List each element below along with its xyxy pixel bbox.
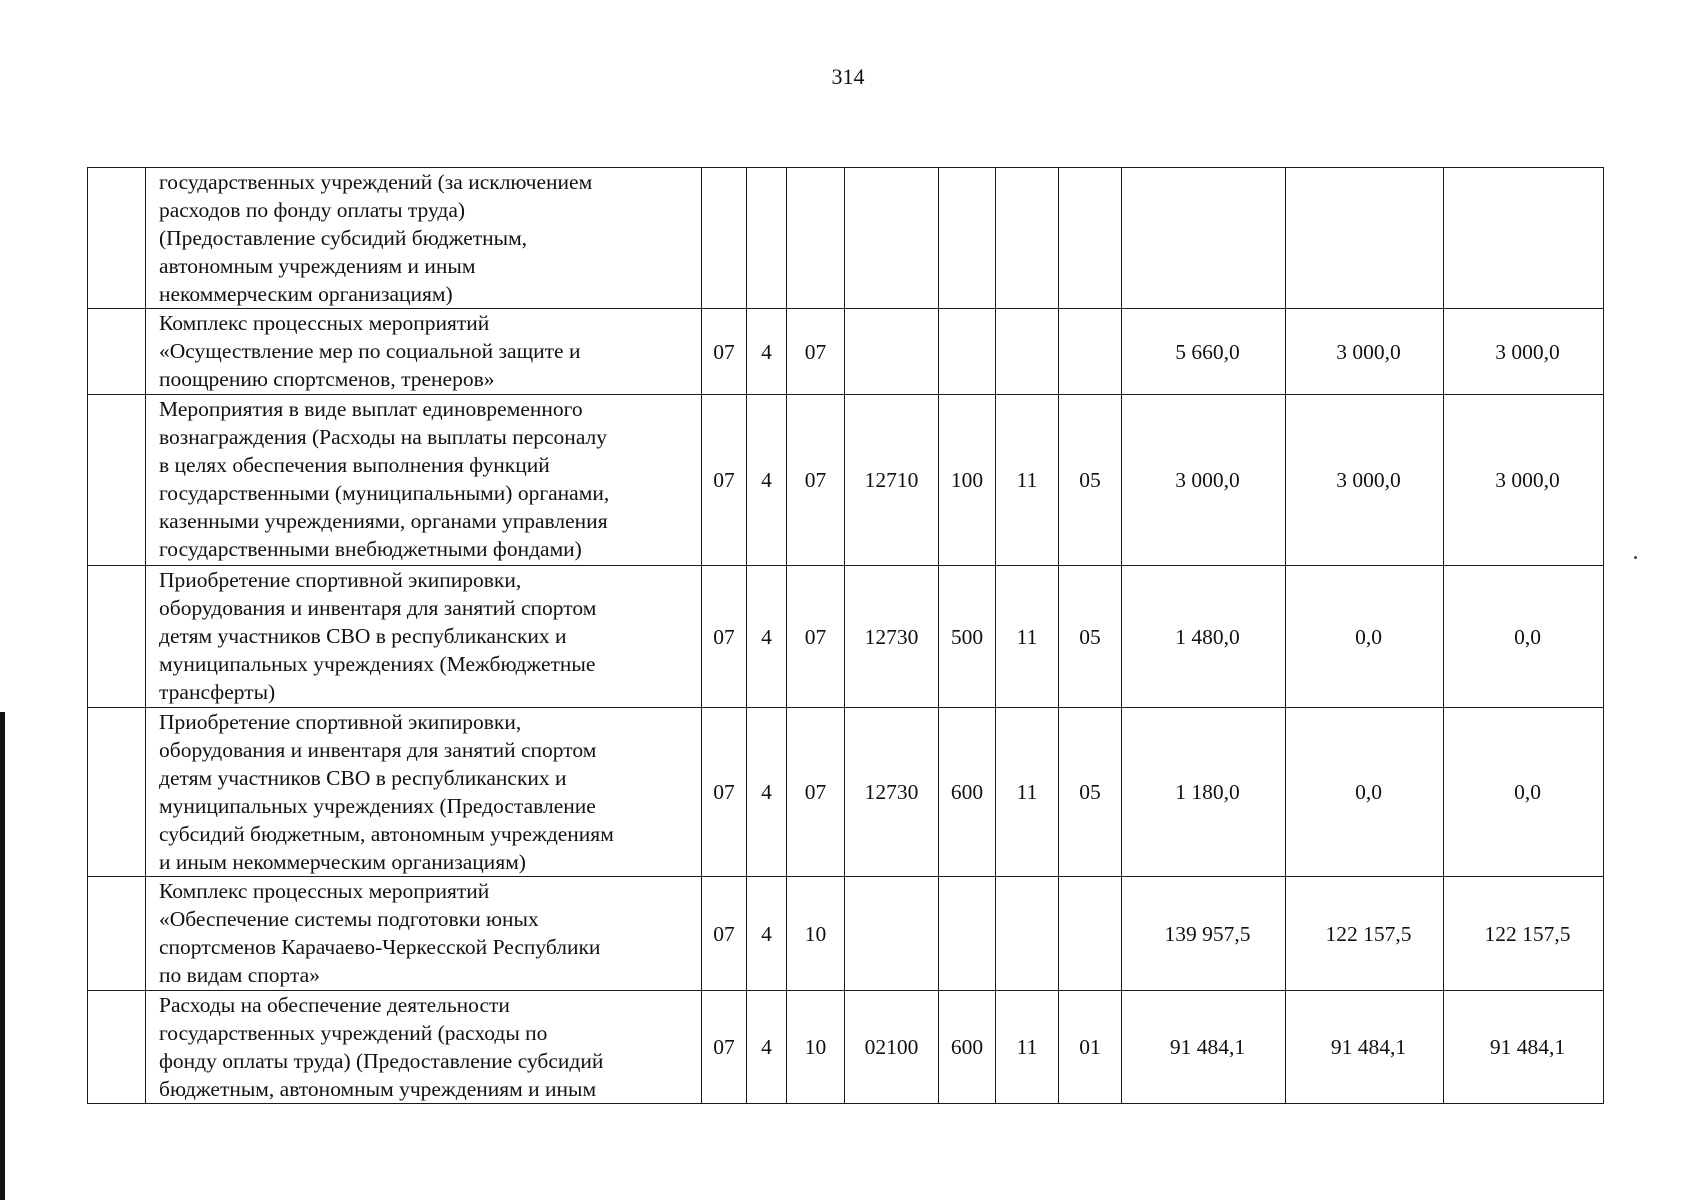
description-line: муниципальных учреждениях (Межбюджетные — [159, 652, 596, 676]
amount-year1-cell: 139 957,5 — [1122, 877, 1286, 991]
section-code-cell: 07 — [702, 877, 747, 991]
table-body — [88, 168, 1604, 1104]
amount-year1-cell: 91 484,1 — [1122, 991, 1286, 1104]
subsection-code-cell: 4 — [747, 395, 787, 566]
page-number: 314 — [831, 64, 865, 89]
description-line: государственных учреждений (расходы по — [159, 1021, 548, 1045]
description-line: Расходы на обеспечение деятельности — [159, 993, 510, 1017]
row-index-cell — [88, 168, 146, 309]
target-code-cell: 02100 — [845, 991, 939, 1104]
description-line: (Предоставление субсидий бюджетным, — [159, 226, 528, 250]
description-line: субсидий бюджетным, автономным учреждениям — [159, 822, 614, 846]
program-code-cell — [787, 168, 845, 309]
target-code-cell: 12730 — [845, 708, 939, 877]
description-line: казенными учреждениями, органами управления — [159, 509, 608, 533]
row-index-cell — [88, 395, 146, 566]
description-cell — [146, 991, 702, 1104]
amount-year3-cell: 91 484,1 — [1444, 991, 1604, 1104]
description-line: «Осуществление мер по социальной защите и — [159, 339, 581, 363]
description-cell — [146, 708, 702, 877]
description-line: спортсменов Карачаево-Черкесской Республики — [159, 935, 601, 959]
description-line: трансферты) — [159, 680, 276, 704]
subsection-code-cell: 4 — [747, 991, 787, 1104]
amount-year3-cell: 3 000,0 — [1444, 309, 1604, 395]
expense-type-cell — [939, 877, 996, 991]
description-line: детям участников СВО в республиканских и — [159, 766, 567, 790]
amount-year2-cell: 0,0 — [1286, 708, 1444, 877]
subsection2-cell — [996, 168, 1059, 309]
table-row — [88, 708, 1604, 877]
subsection-code-cell: 4 — [747, 877, 787, 991]
section-code-cell — [702, 168, 747, 309]
subsection2-cell — [996, 877, 1059, 991]
subsection2-cell: 11 — [996, 991, 1059, 1104]
amount-year2-cell: 0,0 — [1286, 566, 1444, 708]
description-line: оборудования и инвентаря для занятий спортом — [159, 738, 597, 762]
description-line: автономным учреждениям и иным — [159, 254, 476, 278]
row-index-cell — [88, 991, 146, 1104]
amount-year2-cell — [1286, 168, 1444, 309]
subsection3-cell — [1059, 168, 1122, 309]
section-code-cell: 07 — [702, 708, 747, 877]
description-line: государственными внебюджетными фондами) — [159, 537, 582, 561]
program-code-cell: 07 — [787, 395, 845, 566]
subsection2-cell: 11 — [996, 395, 1059, 566]
description-line: Мероприятия в виде выплат единовременного — [159, 397, 583, 421]
table-row — [88, 991, 1604, 1104]
description-line: «Обеспечение системы подготовки юных — [159, 907, 539, 931]
target-code-cell: 12730 — [845, 566, 939, 708]
table-row — [88, 395, 1604, 566]
description-line: Комплекс процессных мероприятий — [159, 879, 490, 903]
description-cell — [146, 309, 702, 395]
description-line: Приобретение спортивной экипировки, — [159, 568, 522, 592]
subsection2-cell — [996, 309, 1059, 395]
table-row — [88, 168, 1604, 309]
subsection-code-cell: 4 — [747, 708, 787, 877]
subsection2-cell: 11 — [996, 708, 1059, 877]
subsection3-cell: 05 — [1059, 708, 1122, 877]
table-row — [88, 309, 1604, 395]
scan-speck — [1634, 556, 1637, 559]
row-index-cell — [88, 566, 146, 708]
table-row — [88, 877, 1604, 991]
target-code-cell: 12710 — [845, 395, 939, 566]
description-line: государственных учреждений (за исключением — [159, 170, 593, 194]
section-code-cell: 07 — [702, 566, 747, 708]
expense-type-cell: 600 — [939, 991, 996, 1104]
description-line: бюджетным, автономным учреждениям и иным — [159, 1077, 597, 1101]
description-line: оборудования и инвентаря для занятий спортом — [159, 596, 597, 620]
description-line: некоммерческим организациям) — [159, 282, 453, 306]
description-line: вознаграждения (Расходы на выплаты персоналу — [159, 425, 608, 449]
expense-type-cell: 600 — [939, 708, 996, 877]
description-line: Комплекс процессных мероприятий — [159, 311, 490, 335]
table-row — [88, 566, 1604, 708]
subsection3-cell: 05 — [1059, 395, 1122, 566]
description-line: по видам спорта» — [159, 963, 320, 987]
row-index-cell — [88, 309, 146, 395]
amount-year2-cell: 3 000,0 — [1286, 395, 1444, 566]
target-code-cell — [845, 877, 939, 991]
description-line: Приобретение спортивной экипировки, — [159, 710, 522, 734]
subsection3-cell — [1059, 877, 1122, 991]
subsection3-cell: 01 — [1059, 991, 1122, 1104]
description-line: муниципальных учреждениях (Предоставление — [159, 794, 596, 818]
description-line: и иным некоммерческим организациям) — [159, 850, 526, 874]
target-code-cell — [845, 309, 939, 395]
budget-table — [87, 167, 1604, 1104]
subsection-code-cell — [747, 168, 787, 309]
description-cell — [146, 566, 702, 708]
expense-type-cell: 100 — [939, 395, 996, 566]
target-code-cell — [845, 168, 939, 309]
description-line: государственными (муниципальными) органами, — [159, 481, 610, 505]
amount-year3-cell: 0,0 — [1444, 708, 1604, 877]
amount-year2-cell: 91 484,1 — [1286, 991, 1444, 1104]
expense-type-cell — [939, 168, 996, 309]
amount-year2-cell: 3 000,0 — [1286, 309, 1444, 395]
description-cell — [146, 877, 702, 991]
amount-year3-cell: 122 157,5 — [1444, 877, 1604, 991]
subsection-code-cell: 4 — [747, 309, 787, 395]
amount-year1-cell: 5 660,0 — [1122, 309, 1286, 395]
description-line: расходов по фонду оплаты труда) — [159, 198, 466, 222]
amount-year1-cell: 3 000,0 — [1122, 395, 1286, 566]
description-line: детям участников СВО в республиканских и — [159, 624, 567, 648]
program-code-cell: 10 — [787, 877, 845, 991]
subsection-code-cell: 4 — [747, 566, 787, 708]
amount-year3-cell — [1444, 168, 1604, 309]
description-line: в целях обеспечения выполнения функций — [159, 453, 550, 477]
scan-edge-mark — [0, 712, 5, 1200]
amount-year3-cell: 3 000,0 — [1444, 395, 1604, 566]
amount-year3-cell: 0,0 — [1444, 566, 1604, 708]
row-index-cell — [88, 708, 146, 877]
expense-type-cell — [939, 309, 996, 395]
section-code-cell: 07 — [702, 991, 747, 1104]
amount-year2-cell: 122 157,5 — [1286, 877, 1444, 991]
program-code-cell: 07 — [787, 708, 845, 877]
description-line: фонду оплаты труда) (Предоставление субсидий — [159, 1049, 604, 1073]
program-code-cell: 07 — [787, 309, 845, 395]
expense-type-cell: 500 — [939, 566, 996, 708]
description-line: поощрению спортсменов, тренеров» — [159, 367, 495, 391]
row-index-cell — [88, 877, 146, 991]
description-cell — [146, 168, 702, 309]
subsection3-cell — [1059, 309, 1122, 395]
subsection3-cell: 05 — [1059, 566, 1122, 708]
amount-year1-cell: 1 180,0 — [1122, 708, 1286, 877]
amount-year1-cell: 1 480,0 — [1122, 566, 1286, 708]
section-code-cell: 07 — [702, 309, 747, 395]
description-cell — [146, 395, 702, 566]
program-code-cell: 10 — [787, 991, 845, 1104]
subsection2-cell: 11 — [996, 566, 1059, 708]
program-code-cell: 07 — [787, 566, 845, 708]
amount-year1-cell — [1122, 168, 1286, 309]
section-code-cell: 07 — [702, 395, 747, 566]
